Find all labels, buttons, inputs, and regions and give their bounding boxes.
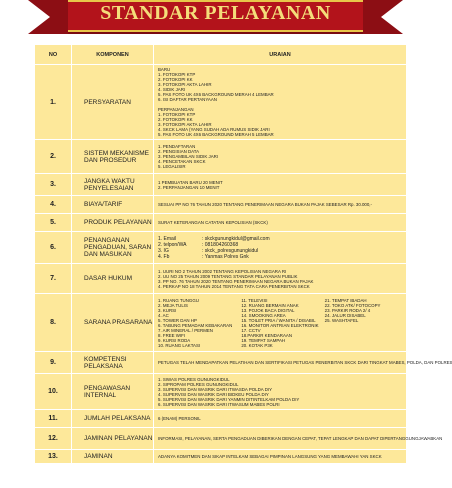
row-number: 5. bbox=[35, 214, 72, 232]
facility-item: 14. SMOOKING AREA bbox=[241, 312, 286, 318]
component-description bbox=[154, 140, 407, 174]
facility-item: 17. CCTV bbox=[241, 327, 261, 333]
facility-column bbox=[158, 298, 235, 348]
facility-item: 18.PARKIR KENDARAAN bbox=[241, 332, 292, 338]
row-number: 11. bbox=[35, 410, 72, 428]
description-line: 4. SUPERVISI DAN WASRIK DARI BIDKEU POLDA DIY bbox=[158, 391, 269, 397]
contact-label: 1. Email bbox=[158, 235, 177, 242]
description-line: 2. FOTOKOPI KK bbox=[158, 117, 193, 122]
table-header-row bbox=[35, 45, 407, 65]
table-row bbox=[35, 140, 407, 174]
row-number: 3. bbox=[35, 174, 72, 196]
facility-item: 1. RUANG TUNGGU bbox=[158, 297, 199, 303]
row-number: 1. bbox=[35, 65, 72, 140]
description-line: 5. LEGALISIR bbox=[158, 164, 186, 169]
description-line: 3. SUPERVISI DAN WASRIK DARI ITWASDA POLDA DIY bbox=[158, 386, 273, 392]
description-line: 1. UURI NO 2 TAHUN 2002 TENTANG KEPOLISIAN NEGARA RI bbox=[158, 268, 287, 274]
description-line: 6. ISI DAFTAR PERTANYAAN bbox=[158, 97, 217, 102]
table-row bbox=[35, 374, 407, 410]
description-line: 3. PP NO. 76 TAHUN 2020 TENTANG PENERIMAAN NEGARA BUKAN PAJAK bbox=[158, 278, 314, 284]
facility-item: 16. MONITOR ANTRIAN ELEKTRONIK bbox=[241, 322, 319, 328]
component-name: PERSYARATAN bbox=[72, 65, 154, 140]
facility-item: 8. FREE WIFI bbox=[158, 332, 186, 338]
facility-item: 7. AIR MINERAL / PERMEN bbox=[158, 327, 213, 333]
contact-value: : Yanmas Polres Gnk bbox=[202, 253, 249, 260]
component-name: PENGAWASAN INTERNAL bbox=[72, 374, 154, 410]
description-line: 2. PERPANJANGAN 10 MENIT bbox=[158, 184, 220, 190]
description-line: 3. FOTOKOPI AKTA LAHIR bbox=[158, 122, 212, 127]
facility-column bbox=[241, 298, 318, 348]
contact-line bbox=[158, 254, 402, 260]
component-description bbox=[154, 232, 407, 264]
description-line: ADANYA KOMITMEN DAN SIKAP INTELKAM SEBAGAI PIMPINAN LANGSUNG YANG MEMBAWAHI YAN SKCK bbox=[158, 454, 382, 459]
contact-value: : skck_polresgunungkidul bbox=[202, 247, 259, 254]
facility-item: 21. TEMPAT IBADAH bbox=[324, 297, 367, 303]
row-number: 7. bbox=[35, 264, 72, 294]
description-line: PETUGAS TELAH MENDAPATKAN PELATIHAN DAN SERTIFIKASI PETUGAS PENERBITAN SKCK DARI TINGKAT MABES, POLDA, DAN POLRES bbox=[158, 360, 452, 365]
facility-item: 12. RUANG BERMAIN ANAK bbox=[241, 302, 299, 308]
contact-label: 3. IG bbox=[158, 247, 169, 254]
description-line: 5. PAS FOTO UK 4X6 BACKGROUND MERAH 5 LEMBAR bbox=[158, 132, 274, 137]
component-name: PENANGANAN PENGADUAN, SARAN DAN MASUKAN bbox=[72, 232, 154, 264]
table-row bbox=[35, 352, 407, 374]
component-name: SARANA PRASARANA bbox=[72, 294, 154, 352]
row-number: 4. bbox=[35, 196, 72, 214]
component-description bbox=[154, 264, 407, 294]
description-line: 2. FOTOKOPI KK bbox=[158, 77, 193, 82]
description-line: 5. PAS FOTO UK 4X6 BACKGROUND MERAH 4 LEMBAR bbox=[158, 92, 274, 97]
table-row bbox=[35, 232, 407, 264]
component-name: SISTEM MEKANISME DAN PROSEDUR bbox=[72, 140, 154, 174]
page-title: STANDAR PELAYANAN bbox=[100, 2, 331, 24]
description-line: 5. SUPERVISI DAN WASRIK DARI YANMIN DITINTELKAM POLDA DIY bbox=[158, 396, 300, 402]
description-line: 3. FOTOKOPI AKTA LAHIR bbox=[158, 82, 212, 87]
table-row bbox=[35, 196, 407, 214]
contact-label: 4. Fb bbox=[158, 253, 170, 260]
component-name: BIAYA/TARIF bbox=[72, 196, 154, 214]
description-line: 6 (ENAM) PERSONIL bbox=[158, 416, 201, 421]
table-row bbox=[35, 428, 407, 450]
component-description bbox=[154, 214, 407, 232]
component-description bbox=[154, 450, 407, 464]
description-line: SURAT KETERANGAN CATATAN KEPOLISIAN (SKCK) bbox=[158, 220, 268, 225]
component-name: JAMINAN PELAYANAN bbox=[72, 428, 154, 450]
component-name: JUMLAH PELAKSANA bbox=[72, 410, 154, 428]
description-line: 2. SIPROPAM POLRES GUNUNGKIDUL bbox=[158, 381, 239, 387]
description-line: 1. SIWAS POLRES GUNUNGKIDUL bbox=[158, 376, 230, 382]
header-component: KOMPONEN bbox=[72, 45, 154, 65]
facility-item: 3. KURSI bbox=[158, 307, 177, 313]
row-number: 6. bbox=[35, 232, 72, 264]
row-number: 8. bbox=[35, 294, 72, 352]
facility-item: 24. JALUR DISABEL bbox=[324, 312, 366, 318]
component-name: KOMPETENSI PELAKSANA bbox=[72, 352, 154, 374]
component-description bbox=[154, 374, 407, 410]
facility-item: 5. TOWER DAN HP bbox=[158, 317, 197, 323]
description-line: 4. SIDIK JARI bbox=[158, 87, 186, 92]
description-line: 1 PEMBUATAN BARU 20 MENIT bbox=[158, 179, 223, 185]
description-line: 2. UU NO 25 TAHUN 2009 TENTANG STANDAR PELAYANAN PUBLIK bbox=[158, 273, 298, 279]
description-line: 6. SUPERVISI DAN WASRIK DARI ITWASUM MABES POLRI bbox=[158, 401, 280, 407]
description-line: BARU bbox=[158, 67, 171, 72]
facility-item: 9. KURSI RODA bbox=[158, 337, 191, 343]
component-description bbox=[154, 428, 443, 450]
description-line: 4. PERKAP NO 18 TAHUN 2014 TENTANG TATA CARA PENERBITAN SKCK bbox=[158, 283, 310, 289]
header-description: URAIAN bbox=[154, 45, 407, 65]
table-row bbox=[35, 264, 407, 294]
description-line: 1. FOTOKOPI KTP bbox=[158, 112, 196, 117]
row-number: 9. bbox=[35, 352, 72, 374]
facility-item: 20. KOTAK P3K bbox=[241, 342, 273, 348]
description-line: SESUAI PP NO 76 TAHUN 2020 TENTANG PENERIMAAN NEGARA BUKAN PAJAK SEBESAR Rp. 30.000,- bbox=[158, 202, 372, 207]
row-number: 12. bbox=[35, 428, 72, 450]
facility-item: 4. AC bbox=[158, 312, 169, 318]
contact-value: : skckgunungkidul@gmail.com bbox=[202, 235, 270, 242]
description-line: 1. FOTOKOPI KTP bbox=[158, 72, 196, 77]
description-line: INFORMASI, PELAYANAN, SERTA PENGADUAN DIBERIKAN DENGAN CEPAT, TEPAT LENGKAP DAN DAPAT DIPERTANGGUNGJAWABKAN bbox=[158, 436, 443, 441]
facility-item: 2. MEJA TULIS bbox=[158, 302, 188, 308]
component-name: JANGKA WAKTU PENYELESAIAN bbox=[72, 174, 154, 196]
table-row bbox=[35, 65, 407, 140]
component-name: DASAR HUKUM bbox=[72, 264, 154, 294]
table-row bbox=[35, 294, 407, 352]
component-name: JAMINAN bbox=[72, 450, 154, 464]
row-number: 2. bbox=[35, 140, 72, 174]
component-description bbox=[154, 65, 407, 140]
facility-item: 19. TEMPAT SAMPAH bbox=[241, 337, 286, 343]
component-description bbox=[154, 294, 407, 352]
facility-item: 10. RUANG LAKTASI bbox=[158, 342, 201, 348]
table-row bbox=[35, 450, 407, 464]
facility-item: 25. WASHTAFEL bbox=[324, 317, 359, 323]
table-row bbox=[35, 214, 407, 232]
description-line: 4. PENCETAKAN SKCK bbox=[158, 159, 206, 164]
contact-value: : 081804260368 bbox=[202, 241, 239, 248]
description-line: PERPANJANGAN bbox=[158, 107, 194, 112]
row-number: 10. bbox=[35, 374, 72, 410]
component-description bbox=[154, 352, 452, 374]
contact-label: 2. telpon/WA bbox=[158, 241, 187, 248]
facility-item: 13. POJOK BACA DIGITAL bbox=[241, 307, 295, 313]
row-number: 13. bbox=[35, 450, 72, 464]
description-line: 4. SKCK LAMA (YANG SUDAH ADA RUMUS SIDIK JARI bbox=[158, 127, 270, 132]
header-no: NO bbox=[35, 45, 72, 65]
component-description bbox=[154, 410, 407, 428]
component-description bbox=[154, 174, 407, 196]
component-name: PRODUK PELAYANAN bbox=[72, 214, 154, 232]
facility-item: 11. TELEVISI bbox=[241, 297, 268, 303]
description-line: 1. PENDAFTARAN bbox=[158, 144, 196, 149]
facility-item: 15. TOILET PRIA / WANITA / DISABIL bbox=[241, 317, 316, 323]
table-row bbox=[35, 174, 407, 196]
facility-item: 6. TABUNG PEMADAM KEBAKARAN bbox=[158, 322, 233, 328]
component-description bbox=[154, 196, 407, 214]
facility-column bbox=[325, 298, 402, 348]
facility-item: 23. PARKIR RODA 2/ 4 bbox=[324, 307, 371, 313]
table-row bbox=[35, 410, 407, 428]
title-banner bbox=[50, 0, 381, 34]
description-line: 3. PENGAMBILAN SIDIK JARI bbox=[158, 154, 219, 159]
service-standard-table bbox=[34, 44, 452, 464]
description-line: 2. PENGISIAN DATA bbox=[158, 149, 200, 154]
facility-item: 22. TOKO ATK/ FOTOCOPY bbox=[324, 302, 381, 308]
